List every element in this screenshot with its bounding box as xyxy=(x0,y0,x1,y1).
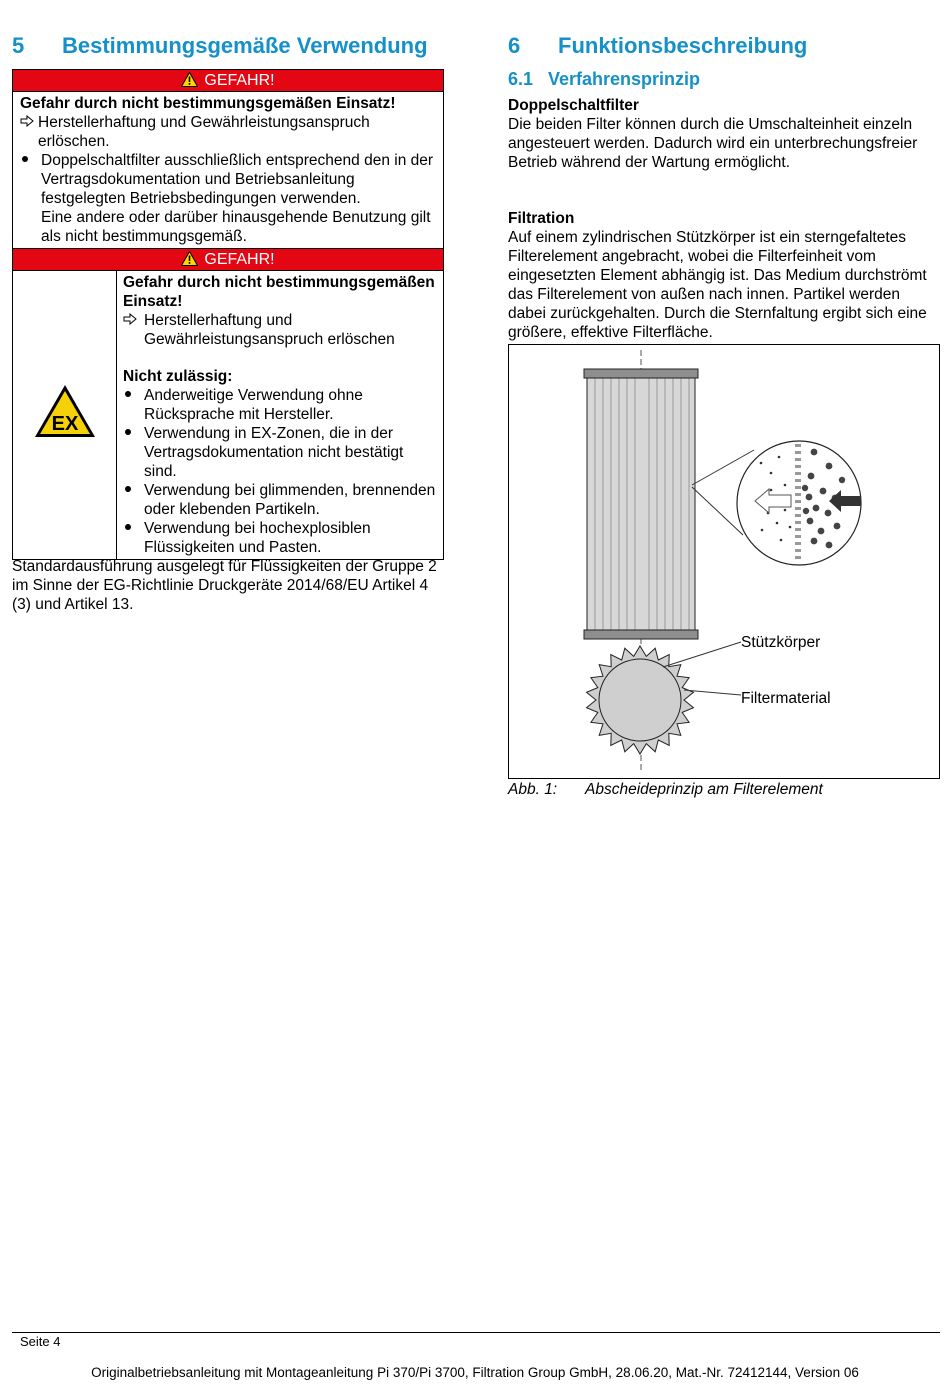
not-allowed-title: Nicht zulässig: xyxy=(123,368,233,385)
block-filtration xyxy=(508,209,940,342)
danger-bar xyxy=(13,249,443,271)
filter-element-illustration xyxy=(509,345,939,778)
figure-caption xyxy=(508,780,823,799)
caption-text: Abscheideprinzip am Filterelement xyxy=(585,781,823,798)
list-item: Verwendung bei glimmenden, brennenden oder klebenden Partikeln. xyxy=(144,482,436,518)
danger-label: GEFAHR! xyxy=(204,251,275,268)
danger-box-1 xyxy=(12,69,444,249)
list-item: Verwendung in EX-Zonen, die in der Vertragsdokumentation nicht bestätigt sind. xyxy=(144,425,404,480)
section-number: 5 xyxy=(12,33,25,58)
block-text: Die beiden Filter können durch die Umschalteinheit einzeln angesteuert werden. Dadurch wird ein unterbrechungsfreier Betrieb während der Wartung ermöglicht. xyxy=(508,116,918,171)
caption-label: Abb. 1: xyxy=(508,781,558,798)
bullet-icon xyxy=(123,424,144,481)
danger-bar xyxy=(13,70,443,92)
result-arrow-icon xyxy=(123,311,144,349)
label-stuetzkoerper: Stützkörper xyxy=(741,634,821,651)
danger-result: Herstellerhaftung und Gewährleistungsanspruch erlöschen. xyxy=(38,114,370,150)
block-title: Doppelschaltfilter xyxy=(508,97,639,114)
danger-note: Eine andere oder darüber hinausgehende Benutzung gilt als nicht bestimmungsgemäß. xyxy=(41,209,431,245)
section-title: Funktionsbeschreibung xyxy=(558,33,808,58)
section-6-heading xyxy=(508,32,807,60)
danger-bullet: Doppelschaltfilter ausschließlich entsprechend den in der Vertragsdokumentation und Betriebsanleitung festgelegten Betriebsbedingungen verwenden. xyxy=(41,152,434,207)
danger-heading: Gefahr durch nicht bestimmungsgemäßen Einsatz! xyxy=(123,274,435,310)
bullet-icon xyxy=(123,481,144,519)
subsection-number: 6.1 xyxy=(508,69,534,89)
label-filtermaterial: Filtermaterial xyxy=(741,690,831,707)
block-title: Filtration xyxy=(508,210,575,227)
ex-warning-icon xyxy=(33,383,97,439)
bullet-icon xyxy=(123,519,144,557)
block-text: Auf einem zylindrischen Stützkörper ist ein sterngefaltetes Filterelement angebracht, wobei die Filterfeinheit vom eingesetzten Element abhängig ist. Das Medium durchströmt das Filterelement von außen nach innen. Partikel werden dabei zurückgehalten. Durch die Sternfaltung ergibt sich eine größere, effektive Filterfläche. xyxy=(508,229,927,341)
danger-result: Herstellerhaftung und Gewährleistungsanspruch erlöschen xyxy=(144,312,395,348)
warning-triangle-icon xyxy=(181,72,198,93)
warning-triangle-icon xyxy=(181,251,198,272)
subsection-title: Verfahrensprinzip xyxy=(548,69,701,89)
footer-page-number: Seite 4 xyxy=(20,1334,61,1349)
filter-figure xyxy=(508,344,940,779)
bullet-icon xyxy=(123,386,144,424)
bullet-icon xyxy=(20,151,41,208)
footer-divider xyxy=(12,1332,940,1333)
section-5-heading xyxy=(12,32,428,60)
ex-icon-cell xyxy=(13,271,117,559)
section-number: 6 xyxy=(508,33,521,58)
footer-document-info: Originalbetriebsanleitung mit Montageanleitung Pi 370/Pi 3700, Filtration Group GmbH, 28.06.20, Mat.-Nr. 72412144, Version 06 xyxy=(91,1365,859,1380)
svg-text:EX: EX xyxy=(51,413,79,435)
section-title: Bestimmungsgemäße Verwendung xyxy=(62,33,428,58)
subsection-heading xyxy=(508,68,700,90)
block-doppelschaltfilter xyxy=(508,96,940,172)
danger-box-2 xyxy=(12,248,444,560)
standard-text: Standardausführung ausgelegt für Flüssigkeiten der Gruppe 2 im Sinne der EG-Richtlinie Druckgeräte 2014/68/EU Artikel 4 (3) und Artikel 13. xyxy=(12,558,437,613)
list-item: Anderweitige Verwendung ohne Rücksprache mit Hersteller. xyxy=(144,387,363,423)
list-item: Verwendung bei hochexplosiblen Flüssigkeiten und Pasten. xyxy=(144,520,371,556)
danger-heading: Gefahr durch nicht bestimmungsgemäßen Einsatz! xyxy=(20,95,396,112)
danger-label: GEFAHR! xyxy=(204,72,275,89)
